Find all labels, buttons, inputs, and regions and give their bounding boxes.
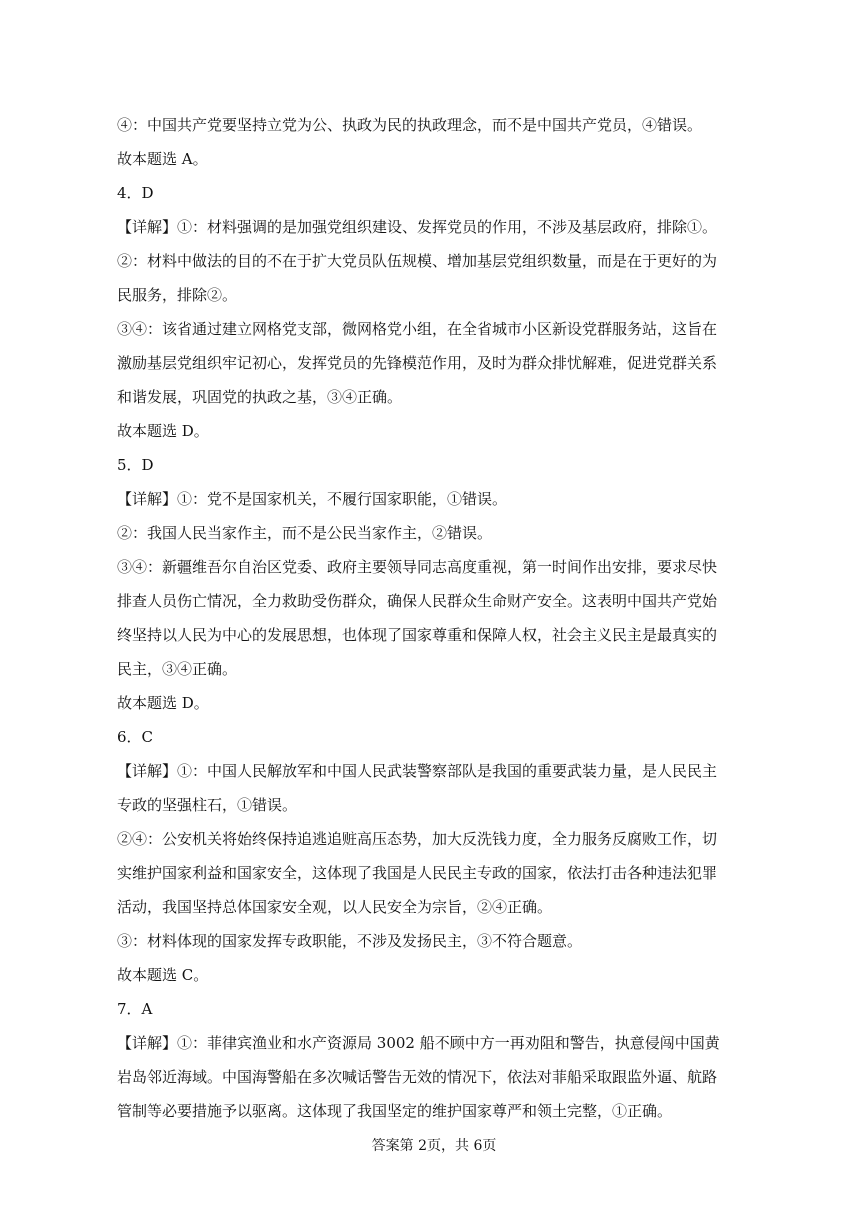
text-line: ③④：新疆维吾尔自治区党委、政府主要领导同志高度重视，第一时间作出安排，要求尽快: [117, 558, 718, 576]
text-line: 故本题选 D。: [117, 422, 209, 440]
text-line: ②：材料中做法的目的不在于扩大党员队伍规模、增加基层党组织数量，而是在于更好的为: [117, 252, 718, 270]
text-line: 民主，③④正确。: [117, 660, 238, 678]
answer-content: [117, 108, 757, 1128]
text-line: 排查人员伤亡情况，全力救助受伤群众，确保人民群众生命财产安全。这表明中国共产党始: [117, 592, 718, 610]
text-line: ②：我国人民当家作主，而不是公民当家作主，②错误。: [117, 524, 493, 542]
text-line: 【详解】①：材料强调的是加强党组织建设、发挥党员的作用，不涉及基层政府，排除①。: [117, 218, 718, 236]
text-line: 专政的坚强柱石，①错误。: [117, 796, 298, 814]
page-footer: 答案第 2页，共 6页: [371, 1138, 497, 1154]
text-line: 岩岛邻近海域。中国海警船在多次喊话警告无效的情况下，依法对菲船采取跟监外逼、航路: [117, 1068, 718, 1086]
text-line: 管制等必要措施予以驱离。这体现了我国坚定的维护国家尊严和领土完整，①正确。: [117, 1102, 673, 1120]
text-line: 故本题选 A。: [117, 150, 208, 168]
text-line: 终坚持以人民为中心的发展思想，也体现了国家尊重和保障人权，社会主义民主是最真实的: [117, 626, 718, 644]
text-line: ④：中国共产党要坚持立党为公、执政为民的执政理念，而不是中国共产党员，④错误。: [117, 116, 703, 134]
answer-number: 7．A: [117, 1000, 153, 1018]
text-line: 和谐发展，巩固党的执政之基，③④正确。: [117, 388, 403, 406]
text-line: 【详解】①：菲律宾渔业和水产资源局 3002 船不顾中方一再劝阻和警告，执意侵闯中国黄: [117, 1034, 720, 1052]
text-line: 实维护国家利益和国家安全，这体现了我国是人民民主专政的国家，依法打击各种违法犯罪: [117, 864, 718, 882]
text-line: 民服务，排除②。: [117, 286, 238, 304]
text-line: ②④：公安机关将始终保持追逃追赃高压态势，加大反洗钱力度，全力服务反腐败工作，切: [117, 830, 718, 848]
text-line: ③：材料体现的国家发挥专政职能，不涉及发扬民主，③不符合题意。: [117, 932, 583, 950]
answer-number: 4．D: [117, 184, 154, 202]
answer-number: 6．C: [117, 728, 154, 746]
text-line: 【详解】①：中国人民解放军和中国人民武装警察部队是我国的重要武装力量，是人民民主: [117, 762, 718, 780]
text-line: 【详解】①：党不是国家机关，不履行国家职能，①错误。: [117, 490, 508, 508]
text-line: 激励基层党组织牢记初心，发挥党员的先锋模范作用，及时为群众排忧解难，促进党群关系: [117, 354, 718, 372]
text-line: 故本题选 C。: [117, 966, 209, 984]
text-line: 活动，我国坚持总体国家安全观，以人民安全为宗旨，②④正确。: [117, 898, 553, 916]
answer-number: 5．D: [117, 456, 154, 474]
text-line: 故本题选 D。: [117, 694, 209, 712]
text-line: ③④：该省通过建立网格党支部，微网格党小组，在全省城市小区新设党群服务站，这旨在: [117, 320, 718, 338]
